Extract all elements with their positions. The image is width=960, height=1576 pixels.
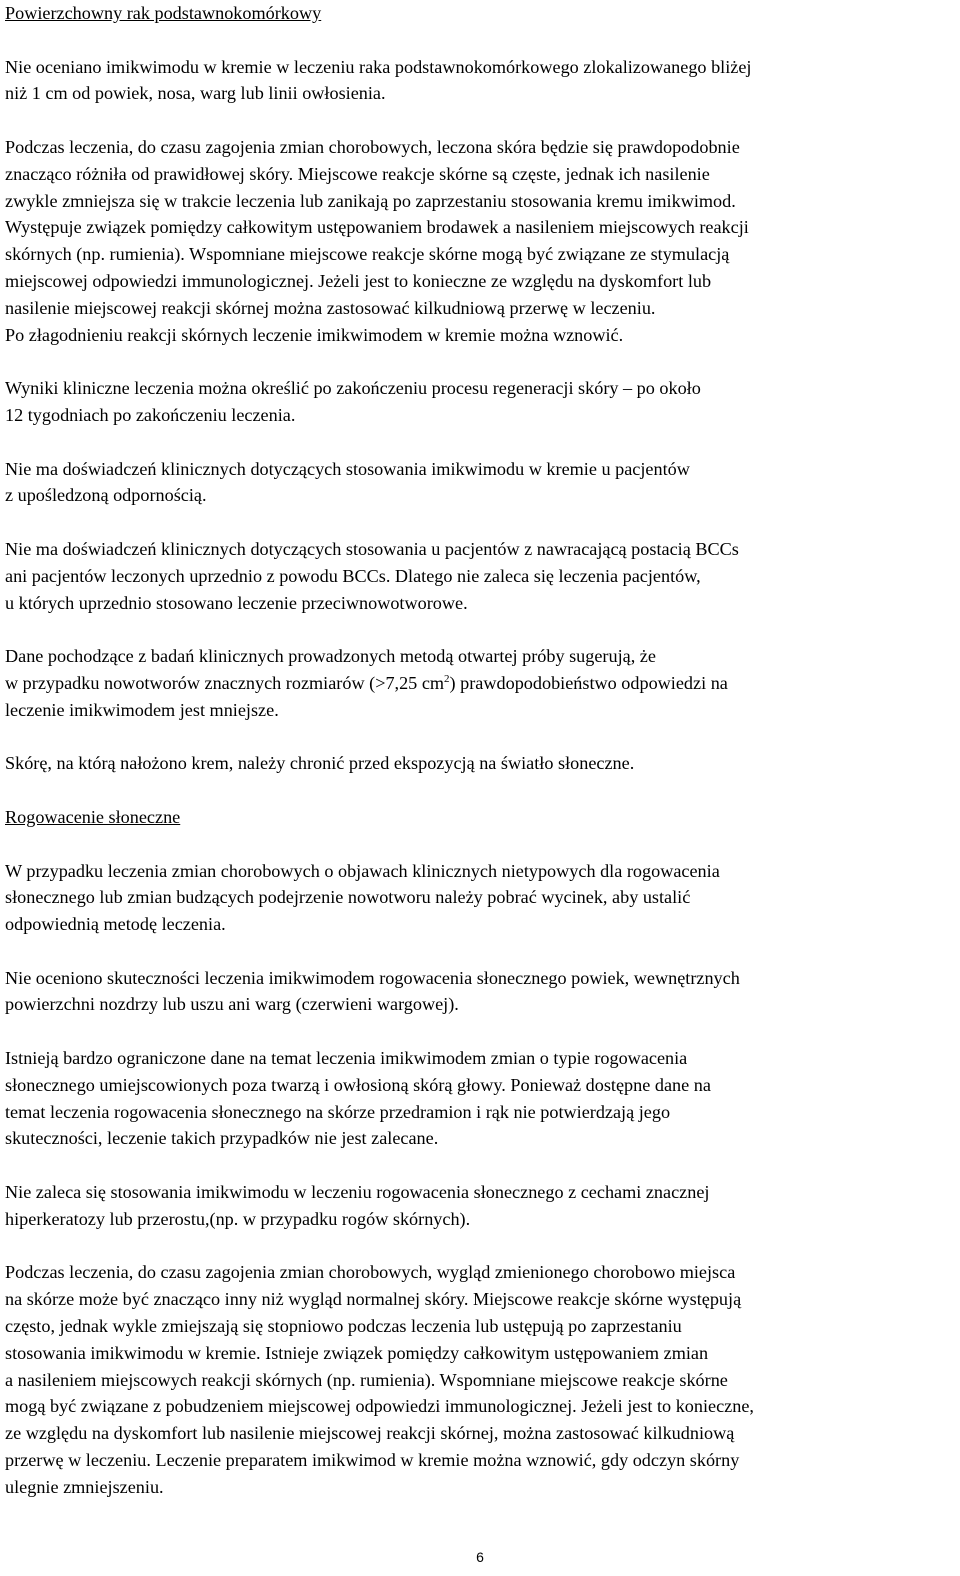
text-line: Istnieją bardzo ograniczone dane na temat leczenia imikwimodem zmian o typie rogowacenia xyxy=(5,1048,688,1069)
section-heading-bcc: Powierzchowny rak podstawnokomórkowy xyxy=(5,3,322,23)
text-line: nasilenie miejscowej reakcji skórnej można zastosować kilkudniową przerwę w leczeniu. xyxy=(5,297,656,318)
paragraph xyxy=(5,965,955,1019)
text-line: Występuje związek pomiędzy całkowitym ustępowaniem brodawek a nasileniem miejscowych reakcji xyxy=(5,217,749,238)
text-line: Podczas leczenia, do czasu zagojenia zmian chorobowych, wygląd zmienionego chorobowo miejsca xyxy=(5,1262,736,1283)
text-line: temat leczenia rogowacenia słonecznego na skórze przedramion i rąk nie potwierdzają jego xyxy=(5,1101,671,1122)
text-line: Nie ma doświadczeń klinicznych dotyczących stosowania imikwimodu w kremie u pacjentów xyxy=(5,458,690,479)
text-line: Nie oceniano imikwimodu w kremie w leczeniu raka podstawnokomórkowego zlokalizowanego bliżej xyxy=(5,56,752,77)
text-line: na skórze może być znacząco inny niż wygląd normalnej skóry. Miejscowe reakcje skórne występują xyxy=(5,1289,742,1310)
paragraph xyxy=(5,1045,955,1152)
text-line: miejscowej odpowiedzi immunologicznej. Jeżeli jest to konieczne ze względu na dyskomfort lub xyxy=(5,270,712,291)
paragraph xyxy=(5,1179,955,1233)
text-line: słonecznego umiejscowionych poza twarzą i owłosioną skórą głowy. Ponieważ dostępne dane na xyxy=(5,1074,711,1095)
text-line: często, jednak wykle zmiejszają się stopniowo podczas leczenia lub ustępują po zaprzestaniu xyxy=(5,1316,682,1337)
paragraph xyxy=(5,536,955,616)
text-line: Nie zaleca się stosowania imikwimodu w leczeniu rogowacenia słonecznego z cechami znacznej xyxy=(5,1182,710,1203)
text-line: przerwę w leczeniu. Leczenie preparatem imikwimod w kremie można wznowić, gdy odczyn skórny xyxy=(5,1450,740,1471)
text-line: odpowiednią metodę leczenia. xyxy=(5,914,226,935)
text-line: ze względu na dyskomfort lub nasilenie miejscowej reakcji skórnej, można zastosować kilkudniową xyxy=(5,1423,735,1444)
paragraph-lesion-size xyxy=(5,643,955,723)
text-line: ani pacjentów leczonych uprzednio z powodu BCCs. Dlatego nie zaleca się leczenia pacjentów, xyxy=(5,565,701,586)
section-heading-actinic-keratosis: Rogowacenie słoneczne xyxy=(5,806,181,827)
text-line: Nie ma doświadczeń klinicznych dotyczących stosowania u pacjentów z nawracającą postacią BCCs xyxy=(5,538,739,559)
text-line: leczenie imikwimodem jest mniejsze. xyxy=(5,699,279,720)
text-line: W przypadku leczenia zmian chorobowych o objawach klinicznych nietypowych dla rogowacenia xyxy=(5,860,720,881)
paragraph xyxy=(5,134,955,348)
paragraph xyxy=(5,750,955,777)
text-line: u których uprzednio stosowano leczenie przeciwnowotworowe. xyxy=(5,592,468,613)
text-line: hiperkeratozy lub przerostu,(np. w przypadku rogów skórnych). xyxy=(5,1208,471,1229)
paragraph xyxy=(5,456,955,510)
text-line-with-superscript xyxy=(5,670,955,697)
text-line: powierzchni nozdrzy lub uszu ani warg (czerwieni wargowej). xyxy=(5,994,459,1015)
text-line: znacząco różniła od prawidłowej skóry. Miejscowe reakcje skórne są częste, jednak ich nasilenie xyxy=(5,163,710,184)
paragraph xyxy=(5,1259,955,1500)
text-line: niż 1 cm od powiek, nosa, warg lub linii owłosienia. xyxy=(5,83,386,104)
text-line: zwykle zmniejsza się w trakcie leczenia lub zanikają po zaprzestaniu stosowania kremu imikwimod. xyxy=(5,190,736,211)
text-line: a nasileniem miejscowych reakcji skórnych (np. rumienia). Wspomniane miejscowe reakcje skórne xyxy=(5,1369,728,1390)
text-line: Podczas leczenia, do czasu zagojenia zmian chorobowych, leczona skóra będzie się prawdopodobnie xyxy=(5,136,740,157)
text-fragment: ) prawdopodobieństwo odpowiedzi na xyxy=(449,672,728,693)
superscript: 2 xyxy=(444,672,450,685)
text-line: skuteczności, leczenie takich przypadków nie jest zalecane. xyxy=(5,1128,439,1149)
text-line: Wyniki kliniczne leczenia można określić po zakończeniu procesu regeneracji skóry – po około xyxy=(5,378,701,399)
text-line: stosowania imikwimodu w kremie. Istnieje związek pomiędzy całkowitym ustępowaniem zmian xyxy=(5,1342,709,1363)
text-line: Po złagodnieniu reakcji skórnych leczenie imikwimodem w kremie można wznowić. xyxy=(5,324,624,345)
text-line: słonecznego lub zmian budzących podejrzenie nowotworu należy pobrać wycinek, aby ustalić xyxy=(5,887,691,908)
paragraph xyxy=(5,375,955,429)
text-fragment: w przypadku nowotworów znacznych rozmiarów (>7,25 cm xyxy=(5,672,445,693)
paragraph xyxy=(5,858,955,938)
text-line: Nie oceniono skuteczności leczenia imikwimodem rogowacenia słonecznego powiek, wewnętrznych xyxy=(5,967,740,988)
paragraph xyxy=(5,54,955,108)
text-line: z upośledzoną odpornością. xyxy=(5,485,207,506)
text-line: skórnych (np. rumienia). Wspomniane miejscowe reakcje skórne mogą być związane ze stymulacją xyxy=(5,244,730,265)
document-page xyxy=(5,0,955,1501)
text-line: ulegnie zmniejszeniu. xyxy=(5,1476,164,1497)
text-line: Dane pochodzące z badań klinicznych prowadzonych metodą otwartej próby sugerują, że xyxy=(5,646,656,667)
text-line: mogą być związane z pobudzeniem miejscowej odpowiedzi immunologicznej. Jeżeli jest to konieczne, xyxy=(5,1396,754,1417)
text-line: Skórę, na którą nałożono krem, należy chronić przed ekspozycją na światło słoneczne. xyxy=(5,753,635,774)
text-line: 12 tygodniach po zakończeniu leczenia. xyxy=(5,404,296,425)
page-number: 6 xyxy=(476,1549,484,1565)
